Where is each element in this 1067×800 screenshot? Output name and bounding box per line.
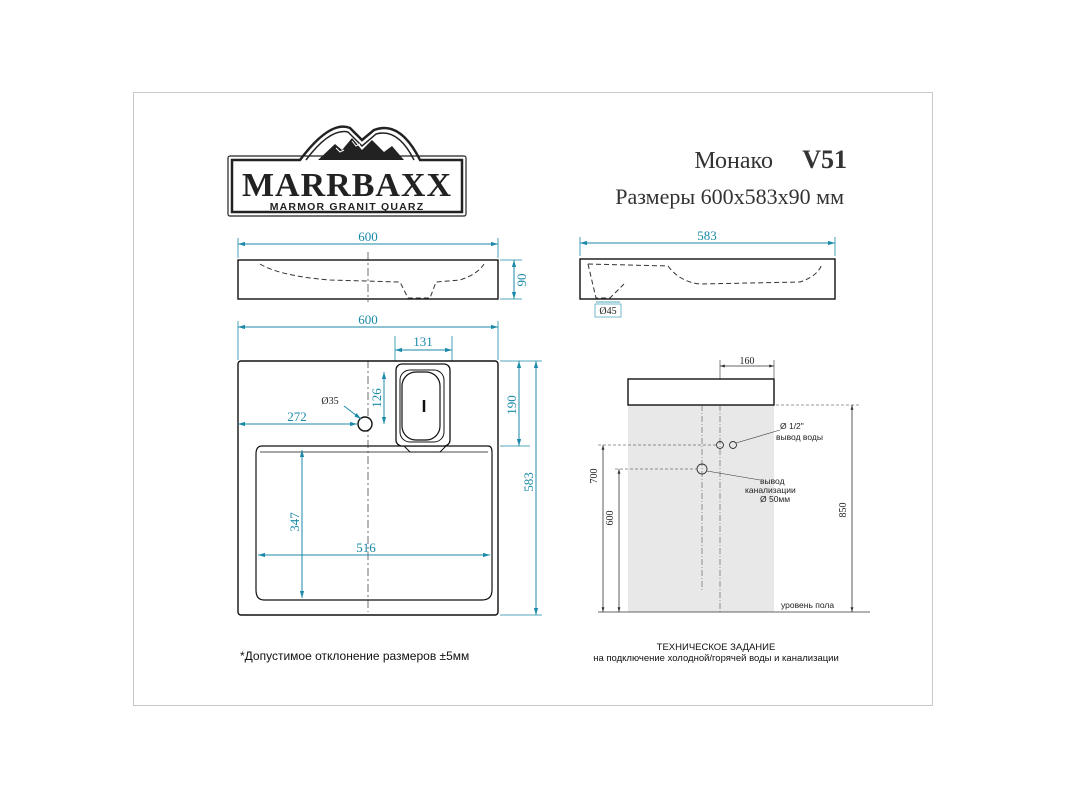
- spec-subtitle: на подключение холодной/горячей воды и канализации: [593, 653, 839, 664]
- front-width-label: 600: [358, 229, 378, 244]
- overflow-diameter-label: Ø35: [321, 396, 339, 407]
- height-600-label: 600: [605, 510, 616, 526]
- side-depth-label: 583: [697, 228, 717, 243]
- sewer-label-2: канализации: [745, 485, 796, 495]
- brand-logo: [228, 127, 466, 216]
- tolerance-note: *Допустимое отклонение размеров ±5мм: [240, 649, 470, 663]
- overflow-hole: [358, 417, 372, 431]
- top-view: [238, 312, 542, 615]
- floor-level-label: уровень пола: [781, 600, 835, 610]
- bowl-width-label: 516: [356, 540, 376, 555]
- model-code: V51: [802, 145, 847, 174]
- total-depth-label: 583: [521, 472, 536, 492]
- model-name: Монако: [694, 148, 773, 174]
- tap-block-width-label: 131: [413, 334, 433, 349]
- side-view: [580, 228, 835, 317]
- sewer-diameter-label: Ø 50мм: [760, 494, 791, 504]
- size-caption: Размеры 600х583х90 мм: [615, 184, 844, 209]
- height-850-label: 850: [838, 502, 849, 518]
- water-diameter-label: Ø 1/2": [780, 421, 804, 431]
- faucet-block: [396, 364, 450, 452]
- wall-area: [628, 404, 774, 612]
- sewer-label-1: вывод: [760, 476, 785, 486]
- water-outlet-label: вывод воды: [776, 432, 823, 442]
- height-700-label: 700: [589, 468, 600, 484]
- back-depth-label: 190: [504, 395, 519, 415]
- front-height-label: 90: [514, 273, 529, 287]
- sink-outline: [628, 379, 774, 405]
- pipe-spacing-label: 160: [739, 356, 755, 367]
- brand-name: MARRBAXX: [241, 167, 453, 204]
- tap-offset-label: 126: [369, 388, 384, 408]
- overflow-distance-label: 272: [287, 409, 307, 424]
- mountain-icon: [318, 138, 404, 160]
- installation-diagram: [589, 356, 870, 612]
- bowl-depth-label: 347: [287, 512, 302, 532]
- spec-title: ТЕХНИЧЕСКОЕ ЗАДАНИЕ: [656, 642, 776, 653]
- side-drain-diameter-label: Ø45: [599, 306, 617, 317]
- top-width-label: 600: [358, 312, 378, 327]
- front-view: [238, 229, 529, 302]
- brand-tagline: MARMOR GRANIT QUARZ: [269, 201, 425, 213]
